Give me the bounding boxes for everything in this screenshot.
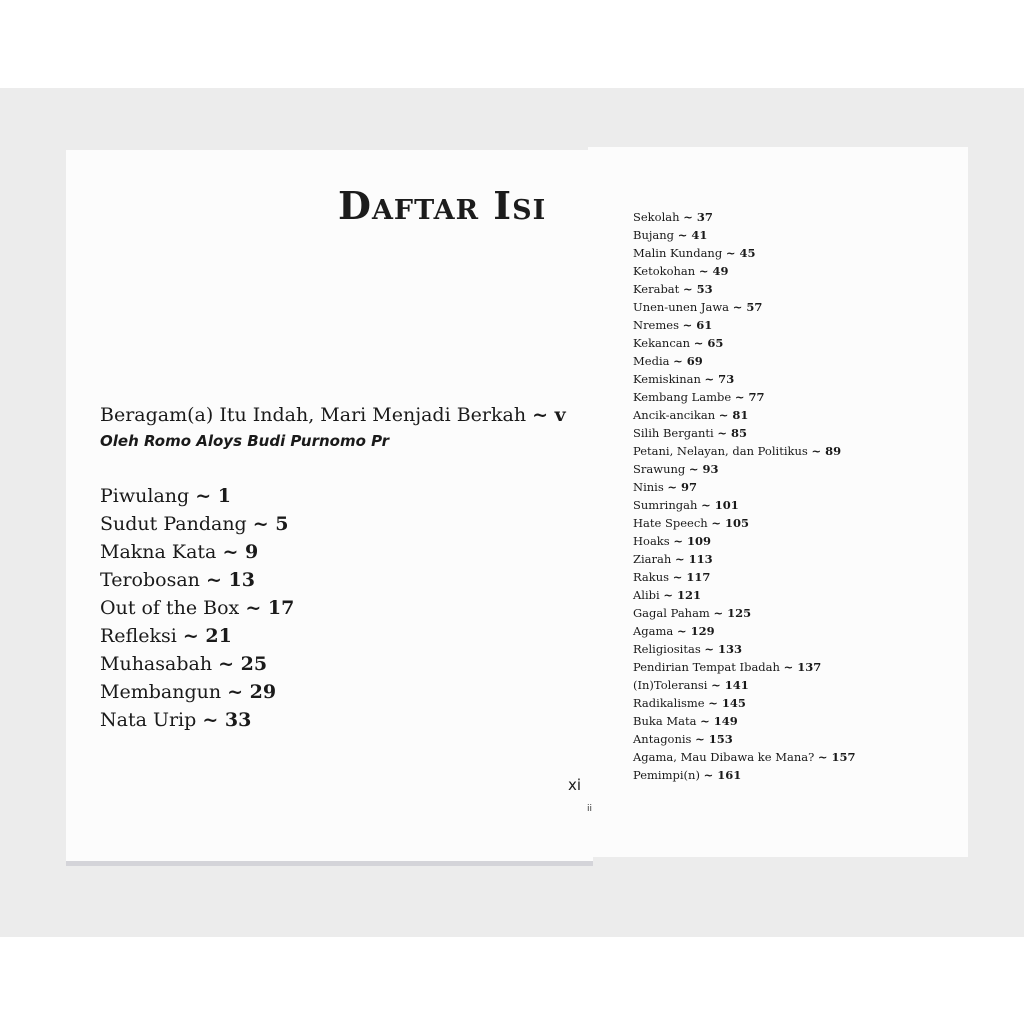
toc-entry-page: ~ v bbox=[532, 404, 566, 426]
toc-entry-page: ~ 33 bbox=[202, 709, 252, 731]
toc-entry-page: ~ 21 bbox=[182, 625, 232, 647]
toc-entry-label: Media bbox=[633, 354, 670, 368]
toc-entry-label: Piwulang bbox=[100, 485, 190, 507]
toc-entry bbox=[633, 352, 856, 370]
toc-entry bbox=[633, 766, 856, 784]
toc-entry bbox=[633, 478, 856, 496]
toc-entry bbox=[633, 694, 856, 712]
toc-entry-page: ~ 145 bbox=[708, 696, 746, 710]
toc-entry-page: ~ 85 bbox=[717, 426, 747, 440]
toc-entry-page: ~ 109 bbox=[673, 534, 711, 548]
toc-entry-label: (In)Toleransi bbox=[633, 678, 708, 692]
toc-entry bbox=[100, 596, 294, 624]
toc-entry bbox=[633, 424, 856, 442]
toc-entry-page: ~ 41 bbox=[677, 228, 708, 242]
toc-entry-page: ~ 101 bbox=[701, 498, 739, 512]
toc-entry-page: ~ 17 bbox=[245, 597, 295, 619]
toc-entry bbox=[100, 624, 294, 652]
toc-entry-page: ~ 81 bbox=[718, 408, 749, 422]
prologue-author: Oleh Romo Aloys Budi Purnomo Pr bbox=[100, 432, 390, 450]
toc-entry bbox=[100, 568, 294, 596]
toc-entry-label: Petani, Nelayan, dan Politikus bbox=[633, 444, 808, 458]
toc-entry-label: Agama, Mau Dibawa ke Mana? bbox=[633, 750, 815, 764]
toc-entry-page: ~ 129 bbox=[676, 624, 715, 638]
toc-entry-label: Silih Berganti bbox=[633, 426, 714, 440]
toc-entry bbox=[633, 604, 856, 622]
toc-list-left bbox=[100, 484, 294, 736]
toc-entry-page: ~ 161 bbox=[703, 768, 742, 782]
toc-entry-page: ~ 97 bbox=[667, 480, 698, 494]
toc-entry-label: Out of the Box bbox=[100, 597, 240, 619]
toc-entry bbox=[633, 622, 856, 640]
toc-entry-label: Pendirian Tempat Ibadah bbox=[633, 660, 780, 674]
toc-entry-page: ~ 13 bbox=[205, 569, 255, 591]
toc-entry bbox=[633, 460, 856, 478]
toc-entry-page: ~ 29 bbox=[227, 681, 277, 703]
toc-entry-page: ~ 105 bbox=[711, 516, 749, 530]
toc-entry-page: ~ 157 bbox=[817, 750, 856, 764]
toc-entry bbox=[633, 280, 856, 298]
toc-entry-page: ~ 73 bbox=[704, 372, 735, 386]
toc-entry-label: Kekancan bbox=[633, 336, 691, 350]
toc-entry bbox=[633, 730, 856, 748]
toc-entry bbox=[633, 748, 856, 766]
toc-entry-label: Kemiskinan bbox=[633, 372, 701, 386]
toc-entry-label: Ancik-ancikan bbox=[633, 408, 716, 422]
toc-entry bbox=[100, 680, 294, 708]
toc-entry-label: Antagonis bbox=[633, 732, 692, 746]
toc-entry-page: ~ 57 bbox=[732, 300, 763, 314]
toc-entry-prologue bbox=[100, 404, 566, 426]
toc-entry bbox=[633, 550, 856, 568]
toc-entry bbox=[100, 540, 294, 568]
toc-entry-page: ~ 5 bbox=[252, 513, 289, 535]
toc-entry bbox=[633, 640, 856, 658]
toc-entry bbox=[633, 586, 856, 604]
toc-entry-label: Muhasabah bbox=[100, 653, 213, 675]
toc-entry-page: ~ 25 bbox=[218, 653, 268, 675]
toc-entry-page: ~ 65 bbox=[693, 336, 724, 350]
toc-entry bbox=[633, 442, 856, 460]
toc-entry-page: ~ 149 bbox=[700, 714, 738, 728]
toc-entry-label: Membangun bbox=[100, 681, 222, 703]
toc-entry bbox=[633, 676, 856, 694]
toc-entry-label: Srawung bbox=[633, 462, 686, 476]
toc-entry-page: ~ 77 bbox=[734, 390, 765, 404]
toc-entry-page: ~ 93 bbox=[688, 462, 719, 476]
toc-entry bbox=[100, 652, 294, 680]
toc-entry bbox=[633, 388, 856, 406]
toc-entry bbox=[100, 708, 294, 736]
toc-entry bbox=[633, 568, 856, 586]
toc-entry bbox=[633, 208, 856, 226]
toc-entry bbox=[633, 658, 856, 676]
toc-entry-label: Hoaks bbox=[633, 534, 670, 548]
toc-entry-label: Terobosan bbox=[100, 569, 200, 591]
toc-entry-label: Unen-unen Jawa bbox=[633, 300, 730, 314]
toc-entry-label: Bujang bbox=[633, 228, 675, 242]
page-title: Daftar Isi bbox=[338, 183, 547, 228]
toc-entry-label: Sudut Pandang bbox=[100, 513, 247, 535]
toc-entry-page: ~ 9 bbox=[222, 541, 259, 563]
toc-entry-label: Kembang Lambe bbox=[633, 390, 732, 404]
toc-entry-page: ~ 133 bbox=[704, 642, 743, 656]
toc-entry-page: ~ 125 bbox=[713, 606, 752, 620]
toc-entry-label: Agama bbox=[633, 624, 674, 638]
toc-entry bbox=[100, 512, 294, 540]
toc-entry bbox=[633, 262, 856, 280]
toc-entry bbox=[633, 514, 856, 532]
toc-entry-label: Kerabat bbox=[633, 282, 680, 296]
toc-entry-label: Hate Speech bbox=[633, 516, 708, 530]
toc-entry-label: Religiositas bbox=[633, 642, 701, 656]
toc-entry bbox=[633, 226, 856, 244]
toc-entry-page: ~ 89 bbox=[811, 444, 842, 458]
toc-entry-page: ~ 153 bbox=[695, 732, 733, 746]
toc-entry bbox=[633, 244, 856, 262]
toc-entry bbox=[633, 370, 856, 388]
toc-entry-label: Ketokohan bbox=[633, 264, 696, 278]
toc-entry-page: ~ 113 bbox=[674, 552, 713, 566]
toc-entry bbox=[633, 712, 856, 730]
toc-entry-label: Makna Kata bbox=[100, 541, 217, 563]
toc-entry-page: ~ 121 bbox=[663, 588, 702, 602]
toc-entry-label: Ziarah bbox=[633, 552, 672, 566]
toc-entry-page: ~ 45 bbox=[725, 246, 756, 260]
toc-entry bbox=[633, 334, 856, 352]
toc-entry-label: Malin Kundang bbox=[633, 246, 723, 260]
page-number-left: xi bbox=[568, 776, 582, 794]
toc-entry-label: Rakus bbox=[633, 570, 670, 584]
toc-list-right bbox=[633, 208, 856, 784]
toc-entry-page: ~ 117 bbox=[672, 570, 711, 584]
toc-entry-label: Pemimpi(n) bbox=[633, 768, 700, 782]
toc-entry-page: ~ 53 bbox=[682, 282, 713, 296]
toc-entry-label: Nata Urip bbox=[100, 709, 197, 731]
toc-entry-label: Alibi bbox=[633, 588, 660, 602]
toc-entry-page: ~ 61 bbox=[682, 318, 713, 332]
toc-entry bbox=[633, 406, 856, 424]
toc-entry-label: Refleksi bbox=[100, 625, 177, 647]
toc-entry-label: Radikalisme bbox=[633, 696, 705, 710]
toc-entry-page: ~ 69 bbox=[673, 354, 703, 368]
toc-entry-label: Gagal Paham bbox=[633, 606, 710, 620]
toc-entry-page: ~ 1 bbox=[195, 485, 231, 507]
toc-entry-page: ~ 49 bbox=[698, 264, 729, 278]
toc-entry-label: Sekolah bbox=[633, 210, 680, 224]
toc-entry-label: Beragam(a) Itu Indah, Mari Menjadi Berkah bbox=[100, 404, 527, 426]
toc-entry bbox=[633, 316, 856, 334]
toc-entry-page: ~ 141 bbox=[711, 678, 749, 692]
toc-entry bbox=[633, 298, 856, 316]
toc-entry-label: Buka Mata bbox=[633, 714, 697, 728]
toc-entry-label: Ninis bbox=[633, 480, 664, 494]
toc-entry-label: Sumringah bbox=[633, 498, 698, 512]
toc-entry bbox=[100, 484, 294, 512]
toc-entry-page: ~ 137 bbox=[783, 660, 822, 674]
page-number-right: ii bbox=[587, 804, 593, 814]
toc-entry bbox=[633, 532, 856, 550]
toc-entry-page: ~ 37 bbox=[683, 210, 713, 224]
toc-entry-label: Nremes bbox=[633, 318, 679, 332]
toc-entry bbox=[633, 496, 856, 514]
